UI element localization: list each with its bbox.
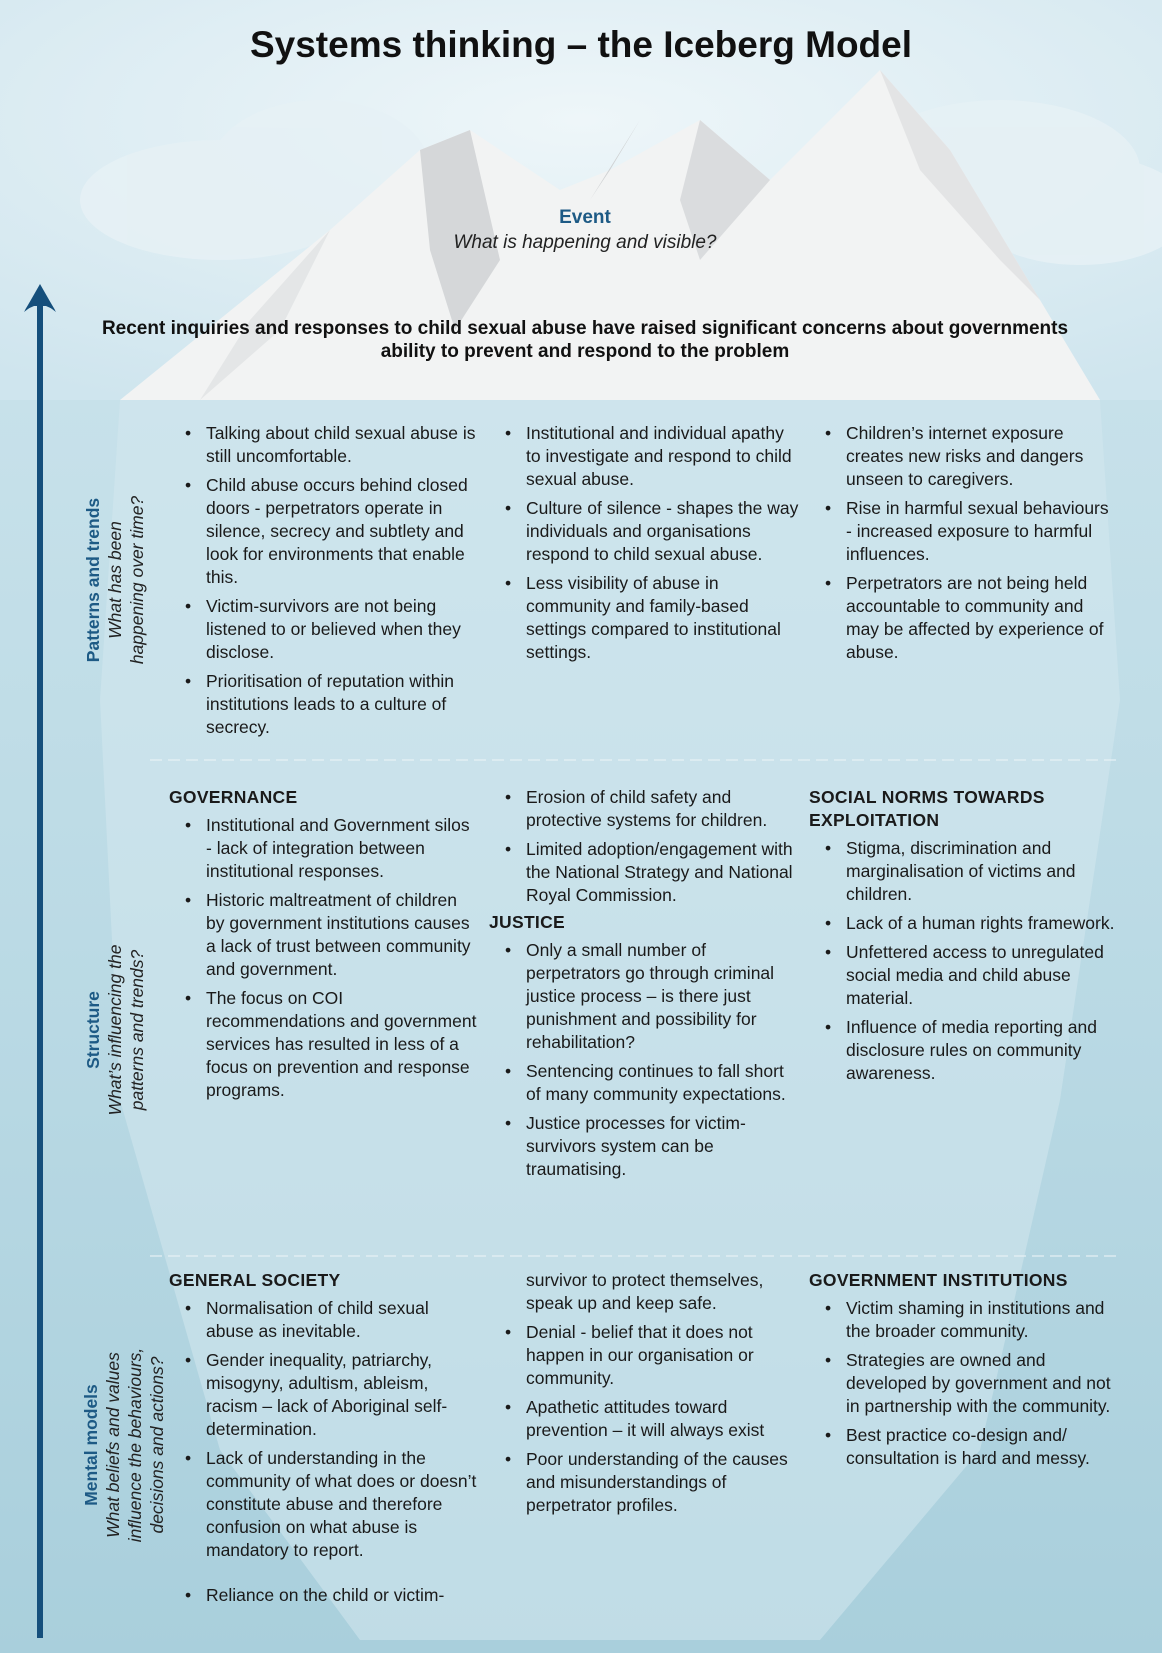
patterns-col1 bbox=[169, 422, 479, 745]
list-item: • Child abuse occurs behind closed doors - perpetrators operate in silence, secrecy and subtlety and look for environments that enable this. bbox=[206, 474, 479, 589]
page-title: Systems thinking – the Iceberg Model bbox=[249, 24, 913, 65]
list-item: • Lack of a human rights framework. bbox=[846, 912, 1129, 935]
list-item: • Best practice co-design and/ consultation is hard and messy. bbox=[846, 1424, 1129, 1470]
list-item: • Talking about child sexual abuse is still uncomfortable. bbox=[206, 422, 479, 468]
side-label-mental bbox=[80, 1295, 180, 1595]
mental-col2 bbox=[489, 1269, 799, 1523]
list-item: • Institutional and Government silos - lack of integration between institutional responses. bbox=[206, 814, 479, 883]
list-item: • Sentencing continues to fall short of many community expectations. bbox=[526, 1060, 799, 1106]
list-item: • Denial - belief that it does not happen in our organisation or community. bbox=[526, 1321, 799, 1390]
mental-label: Mental models bbox=[81, 1384, 101, 1506]
mental-question: What beliefs and values influence the behaviours, decisions and actions? bbox=[103, 1347, 167, 1543]
list-item: • Only a small number of perpetrators go through criminal justice process – is there just punishment and possibility for rehabilitation? bbox=[526, 939, 799, 1054]
mental-col3 bbox=[809, 1269, 1129, 1476]
list-item: • Poor understanding of the causes and misunderstandings of perpetrator profiles. bbox=[526, 1448, 799, 1517]
list-item: • Limited adoption/engagement with the National Strategy and National Royal Commission. bbox=[526, 838, 799, 907]
event-question: What is happening and visible? bbox=[453, 232, 717, 253]
list-item: • Stigma, discrimination and marginalisation of victims and children. bbox=[846, 837, 1129, 906]
list-item: • Normalisation of child sexual abuse as inevitable. bbox=[206, 1297, 479, 1343]
social-norms-heading: SOCIAL NORMS TOWARDS EXPLOITATION bbox=[809, 787, 1045, 830]
event-label: Event bbox=[559, 207, 611, 228]
governance-heading: GOVERNANCE bbox=[169, 787, 298, 807]
patterns-col3 bbox=[809, 422, 1119, 670]
list-item: • Institutional and individual apathy to investigate and respond to child sexual abuse. bbox=[526, 422, 799, 491]
government-institutions-heading: GOVERNMENT INSTITUTIONS bbox=[809, 1270, 1068, 1290]
list-item: • Gender inequality, patriarchy, misogyny, adultism, ableism, racism – lack of Aboriginal self-determination. bbox=[206, 1349, 479, 1441]
list-item: • Historic maltreatment of children by government institutions causes a lack of trust between community and government. bbox=[206, 889, 479, 981]
list-item: • Lack of understanding in the community of what does or doesn’t constitute abuse and therefore confusion on what abuse is mandatory to report. bbox=[206, 1447, 479, 1562]
general-society-heading: GENERAL SOCIETY bbox=[169, 1270, 341, 1290]
list-item: • Reliance on the child or victim- bbox=[206, 1584, 479, 1607]
structure-col3 bbox=[809, 786, 1129, 1091]
continued-text: survivor to protect themselves, speak up and keep safe. bbox=[526, 1270, 764, 1313]
list-item: • Strategies are owned and developed by government and not in partnership with the community. bbox=[846, 1349, 1129, 1418]
list-item: • Perpetrators are not being held accountable to community and may be affected by experience of abuse. bbox=[846, 572, 1119, 664]
structure-col1 bbox=[169, 786, 479, 1108]
list-item: • Victim-survivors are not being listened to or believed when they disclose. bbox=[206, 595, 479, 664]
list-item: • Rise in harmful sexual behaviours - increased exposure to harmful influences. bbox=[846, 497, 1119, 566]
side-label-structure bbox=[82, 880, 162, 1180]
structure-question: What’s influencing the patterns and trends? bbox=[105, 944, 147, 1116]
list-item: • Erosion of child safety and protective systems for children. bbox=[526, 786, 799, 832]
patterns-label: Patterns and trends bbox=[83, 497, 103, 663]
list-item: • Apathetic attitudes toward prevention – it will always exist bbox=[526, 1396, 799, 1442]
mental-col1 bbox=[169, 1269, 479, 1613]
list-item: • Justice processes for victim-survivors system can be traumatising. bbox=[526, 1112, 799, 1181]
list-item: • Influence of media reporting and disclosure rules on community awareness. bbox=[846, 1016, 1129, 1085]
list-item: • Children’s internet exposure creates new risks and dangers unseen to caregivers. bbox=[846, 422, 1119, 491]
side-label-patterns bbox=[82, 430, 162, 730]
list-item: • Unfettered access to unregulated social media and child abuse material. bbox=[846, 941, 1129, 1010]
structure-label: Structure bbox=[83, 991, 103, 1069]
list-item: • The focus on COI recommendations and government services has resulted in less of a focus on prevention and response programs. bbox=[206, 987, 479, 1102]
patterns-col2 bbox=[489, 422, 799, 670]
structure-col2 bbox=[489, 786, 799, 1187]
list-item: • Less visibility of abuse in community and family-based settings compared to institutional settings. bbox=[526, 572, 799, 664]
event-description: Recent inquiries and responses to child sexual abuse have raised significant concerns about governments ability to prevent and respond to the problem bbox=[101, 318, 1069, 362]
justice-heading: JUSTICE bbox=[489, 912, 566, 932]
list-item: • Prioritisation of reputation within institutions leads to a culture of secrecy. bbox=[206, 670, 479, 739]
patterns-question: What has been happening over time? bbox=[105, 495, 147, 665]
list-item: • Culture of silence - shapes the way individuals and organisations respond to child sexual abuse. bbox=[526, 497, 799, 566]
list-item: • Victim shaming in institutions and the broader community. bbox=[846, 1297, 1129, 1343]
